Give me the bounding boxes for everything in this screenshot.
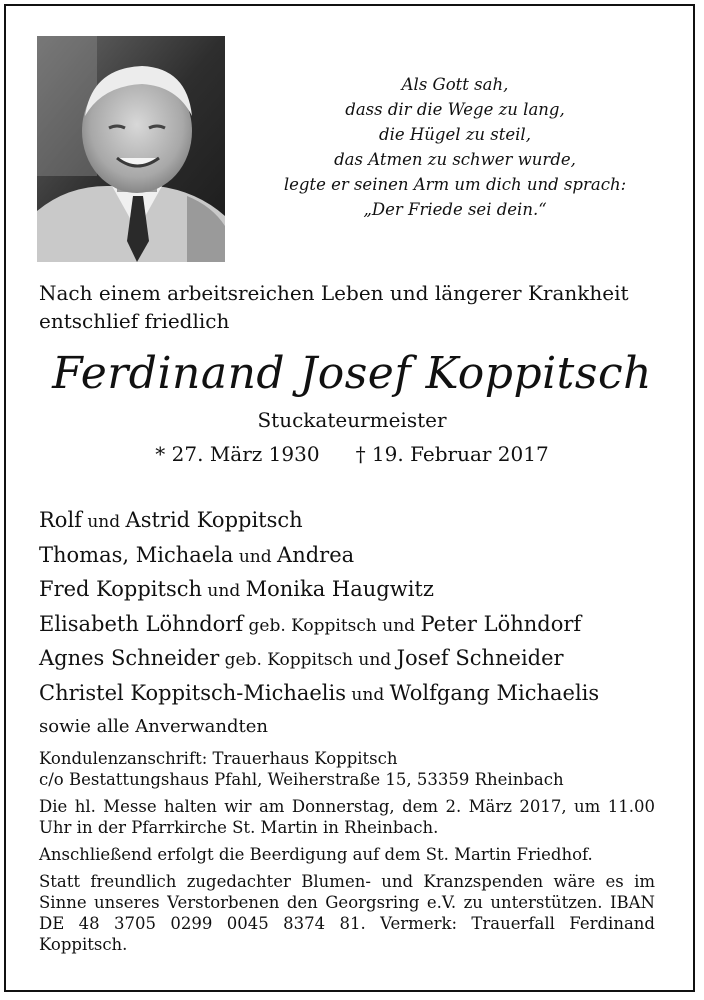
burial-info: Anschließend erfolgt die Beerdigung auf dem St. Martin Friedhof. [39, 845, 593, 864]
condolence-address [39, 748, 655, 790]
deceased-name: Ferdinand Josef Koppitsch [52, 348, 652, 399]
mourner-line [39, 573, 689, 608]
mourner-name: Thomas, Michaela [39, 542, 234, 567]
mourner-name: Elisabeth Löhndorf [39, 611, 244, 636]
mourner-connector: geb. Koppitsch und [219, 650, 397, 670]
mourner-name: Astrid Koppitsch [125, 508, 303, 532]
intro-line: Nach einem arbeitsreichen Leben und längerer Krankheit [39, 281, 629, 305]
mourner-line: sowie alle Anverwandten [39, 716, 268, 737]
deceased-profession: Stuckateurmeister [257, 408, 447, 432]
mourner-name: Andrea [277, 542, 355, 567]
donation-info: Statt freundlich zugedachter Blumen- und Kranzspenden wäre es im Sinne unseres Verstorbenen den Georgsring e.V. zu unterstützen. IBAN DE 48 3705 0299 0045 8374 81. Vermerk: Trauerfall Ferdinand Koppitsch. [39, 872, 655, 954]
funeral-info [39, 748, 655, 961]
mourner-name: Wolfgang Michaelis [389, 680, 600, 705]
address-line: c/o Bestattungshaus Pfahl, Weiherstraße 15, 53359 Rheinbach [39, 770, 564, 789]
intro-line: entschlief friedlich [39, 309, 230, 333]
birth-date: * 27. März 1930 [155, 442, 320, 466]
mourners-list [39, 504, 689, 744]
poem-line: die Hügel zu steil, [379, 125, 531, 144]
mourner-name: Fred Koppitsch [39, 577, 203, 601]
poem-line: dass dir die Wege zu lang, [345, 100, 565, 119]
mourner-name: Christel Koppitsch-Michaelis [39, 680, 347, 705]
mourner-line [39, 642, 689, 677]
mourner-connector: und [233, 546, 278, 567]
poem-line: „Der Friede sei dein.“ [363, 200, 547, 219]
poem-line: legte er seinen Arm um dich und sprach: [283, 175, 627, 194]
mourner-connector: und [202, 581, 246, 601]
poem [250, 72, 660, 222]
mourner-line [39, 677, 689, 712]
address-line: Kondulenzanschrift: Trauerhaus Koppitsch [39, 749, 398, 768]
poem-line: Als Gott sah, [401, 75, 509, 94]
death-date: † 19. Februar 2017 [355, 442, 549, 466]
mourner-line [39, 539, 689, 574]
mourner-connector: geb. Koppitsch und [243, 615, 421, 636]
mourner-name: Agnes Schneider [39, 646, 220, 670]
mourner-name: Rolf [39, 508, 82, 532]
life-dates [0, 440, 704, 468]
intro-text [39, 279, 679, 335]
portrait-photo [37, 36, 225, 262]
mourner-name: Josef Schneider [396, 646, 564, 670]
mass-info: Die hl. Messe halten wir am Donnerstag, dem 2. März 2017, um 11.00 Uhr in der Pfarrkirche St. Martin in Rheinbach. [39, 797, 655, 837]
poem-line: das Atmen zu schwer wurde, [334, 150, 576, 169]
mourner-name: Peter Löhndorf [420, 611, 582, 636]
mourner-line [39, 504, 689, 539]
mourner-connector: und [346, 684, 390, 705]
mourner-line [39, 608, 689, 643]
mourner-name: Monika Haugwitz [245, 577, 434, 601]
mourner-connector: und [81, 512, 126, 532]
